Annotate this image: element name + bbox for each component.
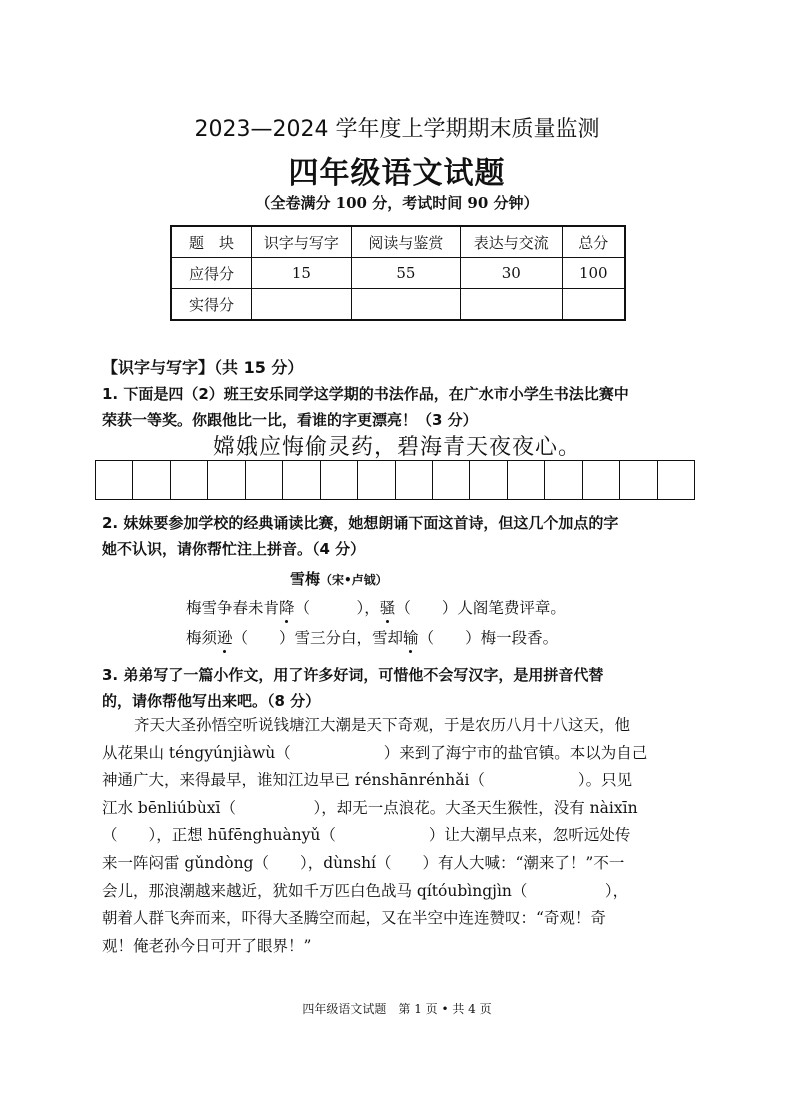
question-3 (102, 662, 702, 714)
question-3-line1: 3. 弟弟写了一篇小作文，用了许多好词，可惜他不会写汉字，是用拼音代替 (102, 666, 604, 684)
grid-cell[interactable] (358, 461, 395, 499)
score-cell: 55 (351, 258, 460, 289)
question-1-line2: 荣获一等奖。你跟他比一比，看谁的字更漂亮！（3 分） (102, 411, 478, 429)
exam-header-line1: 2023—2024 学年度上学期期末质量监测 (194, 117, 600, 142)
score-table-actual-row (171, 289, 625, 321)
poem-blank[interactable]: （ ）， (294, 599, 380, 617)
grid-cell[interactable] (508, 461, 545, 499)
score-table-expected-row (171, 258, 625, 289)
paragraph-line[interactable]: 从花果山 téngyúnjiàwù（ ）来到了海宁市的盐官镇。本以为自己 (102, 743, 648, 762)
score-blank-cell[interactable] (562, 289, 625, 321)
grid-cell[interactable] (133, 461, 170, 499)
dotted-char: 降 (279, 599, 295, 617)
grid-cell[interactable] (246, 461, 283, 499)
score-cell: 实得分 (171, 289, 252, 321)
score-blank-cell[interactable] (461, 289, 563, 321)
paragraph-line[interactable]: 江水 bēnliúbùxī（ ），却无一点浪花。大圣天生猴性，没有 nàixīn (102, 798, 638, 817)
grid-cell[interactable] (321, 461, 358, 499)
paragraph-line: 观！俺老孙今日可开了眼界！” (102, 936, 312, 955)
poem-blank[interactable]: （ ）雪三分白，雪却 (232, 629, 404, 647)
poem-author: （宋•卢钺） (320, 573, 388, 587)
grid-cell[interactable] (283, 461, 320, 499)
grid-cell[interactable] (396, 461, 433, 499)
paragraph-line: 齐天大圣孙悟空听说钱塘江大潮是天下奇观，于是农历八月十八这天，他 (134, 716, 631, 734)
section-title: 【识字与写字】（共 15 分） (102, 358, 304, 377)
paragraph-line[interactable]: 神通广大，来得最早，谁知江边早已 rénshānrénhǎi（ ）。只见 (102, 771, 633, 790)
paragraph-line[interactable]: 会儿，那浪潮越来越近，犹如千万匹白色战马 qítóubìngjìn（ ）， (102, 881, 629, 900)
grid-cell[interactable] (433, 461, 470, 499)
poem-text: 梅须 (186, 629, 218, 647)
score-cell: 30 (461, 258, 563, 289)
score-cell: 题 块 (171, 226, 252, 258)
question-3-line2: 的，请你帮他写出来吧。（8 分） (102, 692, 321, 710)
score-cell: 阅读与鉴赏 (351, 226, 460, 258)
grid-cell[interactable] (96, 461, 133, 499)
poem-line-2 (186, 626, 558, 648)
question-2 (102, 510, 702, 562)
grid-cell[interactable] (171, 461, 208, 499)
dotted-char: 输 (403, 629, 419, 647)
poem-name: 雪梅 (290, 570, 321, 588)
dotted-char: 骚 (379, 599, 396, 617)
grid-cell[interactable] (620, 461, 657, 499)
score-blank-cell[interactable] (252, 289, 352, 321)
poem-blank[interactable]: （ ）梅一段香。 (418, 629, 559, 647)
poem-title (290, 568, 388, 589)
question-2-line2: 她不认识，请你帮忙注上拼音。（4 分） (102, 540, 366, 558)
question-2-line1: 2. 妹妹要参加学校的经典诵读比赛，她想朗诵下面这首诗，但这几个加点的字 (102, 514, 619, 532)
exam-subtitle: （全卷满分 100 分，考试时间 90 分钟） (255, 194, 539, 212)
grid-cell[interactable] (470, 461, 507, 499)
score-cell: 应得分 (171, 258, 252, 289)
grid-cell[interactable] (583, 461, 620, 499)
score-table (170, 225, 626, 321)
score-cell: 15 (252, 258, 352, 289)
exam-title: 四年级语文试题 (288, 156, 506, 191)
grid-cell[interactable] (208, 461, 245, 499)
score-table-header-row (171, 226, 625, 258)
question-1-line1: 1. 下面是四（2）班王安乐同学这学期的书法作品，在广水市小学生书法比赛中 (102, 385, 629, 403)
paragraph-line: 朝着人群飞奔而来，吓得大圣腾空而起，又在半空中连连赞叹：“奇观！奇 (102, 909, 606, 928)
dotted-char: 逊 (217, 629, 233, 647)
score-cell: 表达与交流 (461, 226, 563, 258)
calligraphy-sample: 嫦娥应悔偷灵药，碧海青天夜夜心。 (212, 435, 581, 460)
page-footer: 四年级语文试题 第 1 页 • 共 4 页 (302, 1002, 492, 1016)
paragraph-line[interactable]: （ ），正想 hūfēnghuànyǔ（ ）让大潮早点来，忽听远处传 (102, 826, 631, 845)
poem-line-1 (186, 596, 566, 618)
score-cell: 100 (562, 258, 625, 289)
poem-blank[interactable]: （ ）人阁笔费评章。 (395, 599, 566, 617)
score-cell: 识字与写字 (252, 226, 352, 258)
grid-cell[interactable] (658, 461, 694, 499)
paragraph-line[interactable]: 来一阵闷雷 gǔndòng（ ），dùnshí（ ）有人大喊：“潮来了！”不一 (102, 853, 625, 872)
poem-text: 梅雪争春未肯 (186, 599, 280, 617)
score-blank-cell[interactable] (351, 289, 460, 321)
grid-cell[interactable] (545, 461, 582, 499)
question-1 (102, 381, 702, 433)
writing-grid[interactable] (95, 460, 695, 500)
score-cell: 总分 (562, 226, 625, 258)
composition-paragraph (102, 712, 702, 960)
